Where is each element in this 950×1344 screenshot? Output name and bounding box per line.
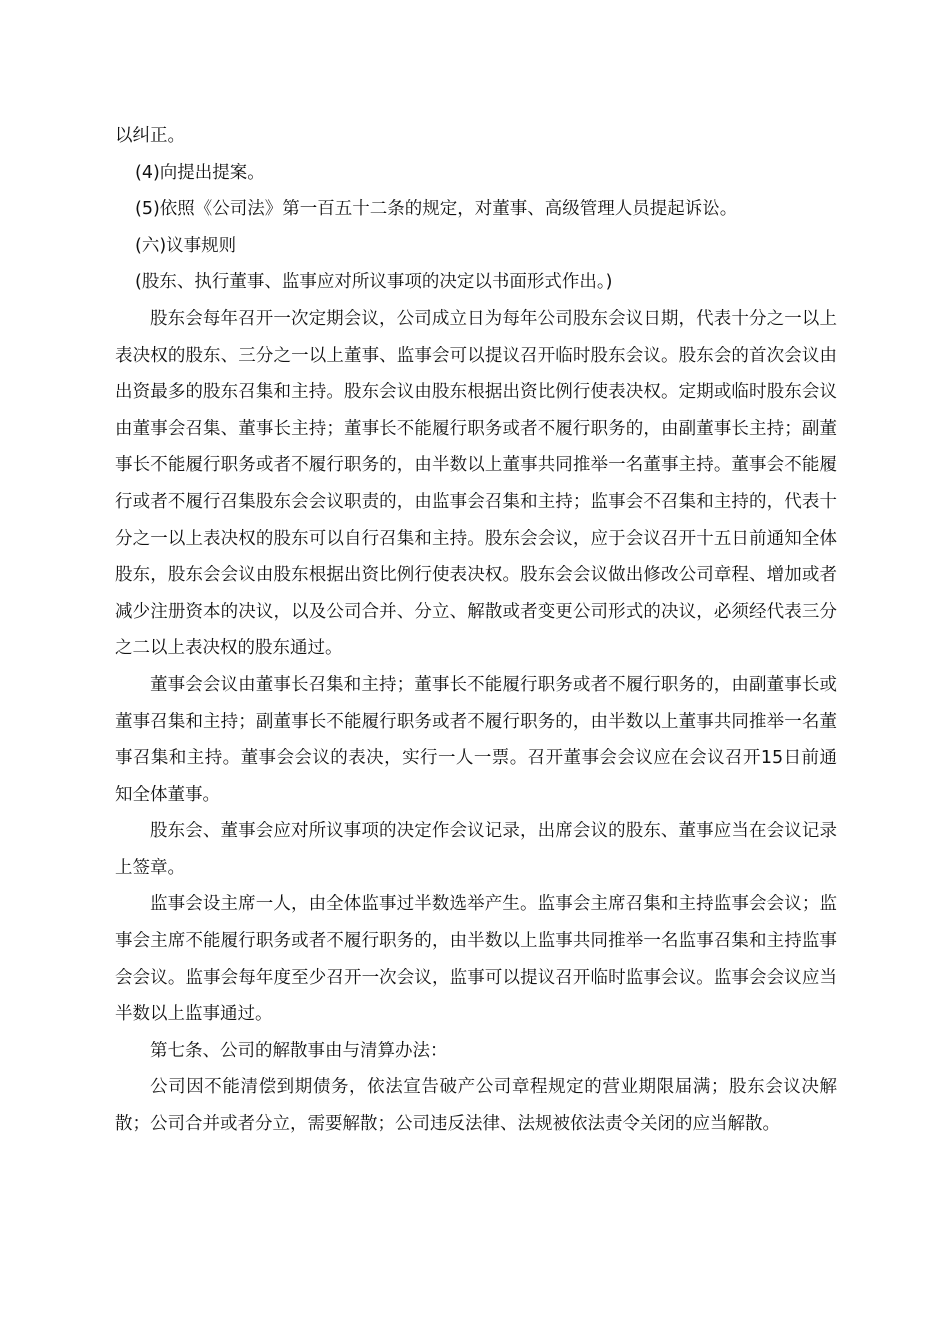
paragraph-shareholder-meeting: 股东会每年召开一次定期会议，公司成立日为每年公司股东会议日期，代表十分之一以上表决权的股东、三分之一以上董事、监事会可以提议召开临时股东会议。股东会的首次会议由出资最多的股东召集和主持。股东会议由股东根据出资比例行使表决权。定期或临时股东会议由董事会召集、董事长主持；董事长不能履行职务或者不履行职务的，由副董事长主持；副董事长不能履行职务或者不履行职务的，由半数以上董事共同推举一名董事主持。董事会不能履行或者不履行召集股东会会议职责的，由监事会召集和主持；监事会不召集和主持的，代表十分之一以上表决权的股东可以自行召集和主持。股东会会议，应于会议召开十五日前通知全体股东，股东会会议由股东根据出资比例行使表决权。股东会会议做出修改公司章程、增加或者减少注册资本的决议，以及公司合并、分立、解散或者变更公司形式的决议，必须经代表三分之二以上表决权的股东通过。 xyxy=(115,308,837,659)
list-item-4: (4)向提出提案。 xyxy=(135,162,265,183)
document-page xyxy=(115,118,837,1143)
paragraph-continuation: 以纠正。 xyxy=(115,126,185,146)
article-seven-heading: 第七条、公司的解散事由与清算办法： xyxy=(150,1040,448,1061)
section-heading-rules: (六)议事规则 xyxy=(135,235,237,256)
paragraph-supervisory-board: 监事会设主席一人，由全体监事过半数选举产生。监事会主席召集和主持监事会会议；监事会主席不能履行职务或者不履行职务的，由半数以上监事共同推举一名监事召集和主持监事会会议。监事会每年度至少召开一次会议，监事可以提议召开临时监事会议。监事会会议应当半数以上监事通过。 xyxy=(115,894,837,1025)
note-paragraph: (股东、执行董事、监事应对所议事项的决定以书面形式作出。) xyxy=(135,272,613,293)
paragraph-dissolution: 公司因不能清偿到期债务，依法宣告破产公司章程规定的营业期限届满；股东会议决解散；公司合并或者分立，需要解散；公司违反法律、法规被依法责令关闭的应当解散。 xyxy=(115,1077,837,1135)
paragraph-board-meeting: 董事会会议由董事长召集和主持；董事长不能履行职务或者不履行职务的，由副董事长或董事召集和主持；副董事长不能履行职务或者不履行职务的，由半数以上董事共同推举一名董事召集和主持。董事会会议的表决，实行一人一票。召开董事会会议应在会议召开15日前通知全体董事。 xyxy=(115,674,837,805)
paragraph-meeting-records: 股东会、董事会应对所议事项的决定作会议记录，出席会议的股东、董事应当在会议记录上签章。 xyxy=(115,821,837,878)
list-item-5: (5)依照《公司法》第一百五十二条的规定，对董事、高级管理人员提起诉讼。 xyxy=(135,199,738,220)
